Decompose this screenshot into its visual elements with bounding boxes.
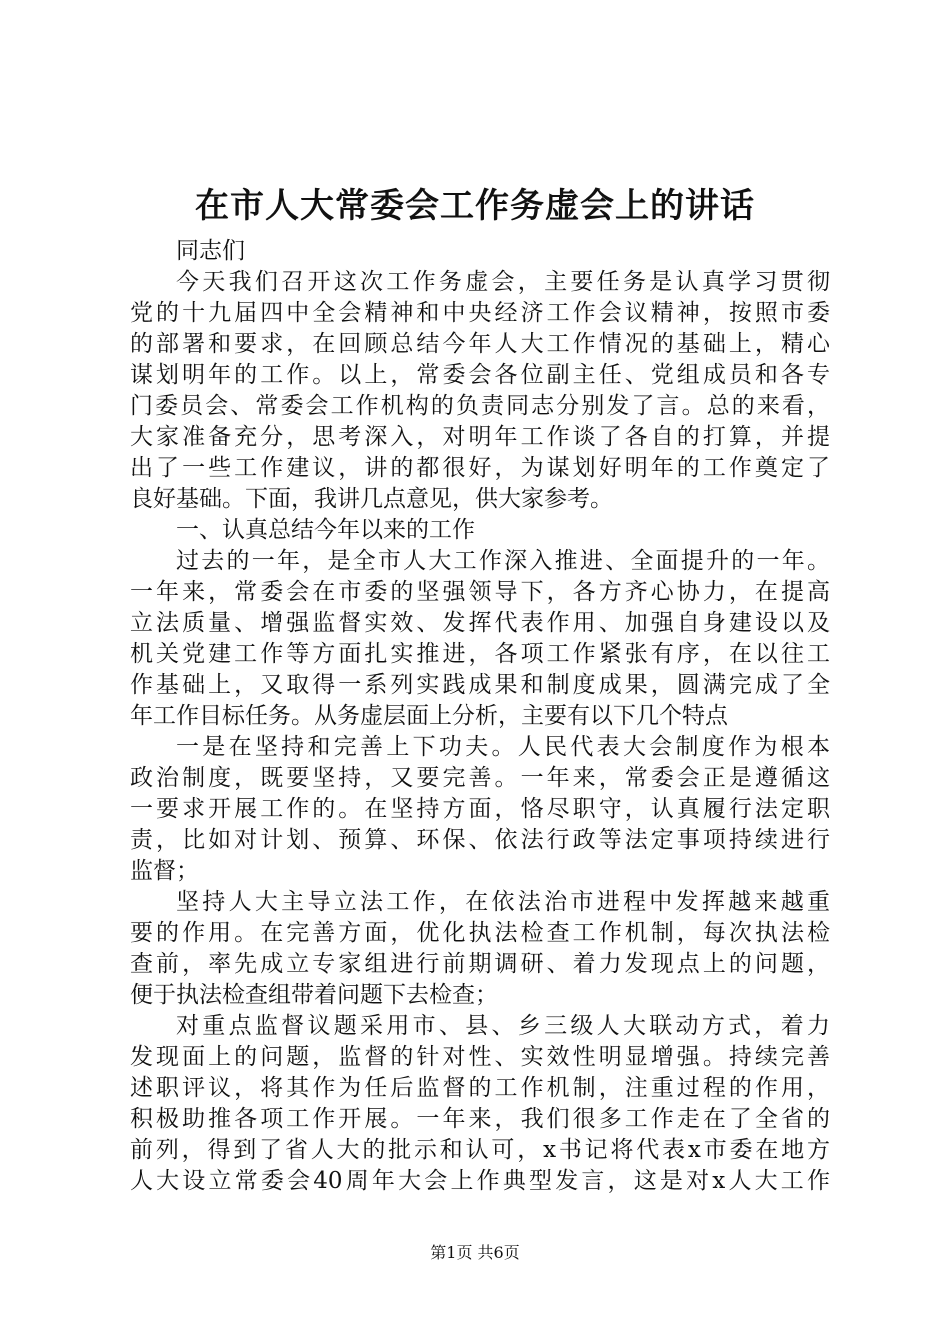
text-line: 今天我们召开这次工作务虚会，主要任务是认真学习贯彻 <box>176 269 830 295</box>
text-line: 同志们 <box>176 238 245 264</box>
document-body <box>130 236 830 1197</box>
text-line: 责，比如对计划、预算、环保、依法行政等法定事项持续进行 <box>130 827 830 853</box>
text-line: 的部署和要求，在回顾总结今年人大工作情况的基础上，精心 <box>130 331 830 357</box>
text-line: 监督； <box>130 858 199 884</box>
text-line: 一年来，常委会在市委的坚强领导下，各方齐心协力，在提高 <box>130 579 830 605</box>
text-line: 党的十九届四中全会精神和中央经济工作会议精神，按照市委 <box>130 300 830 326</box>
text-line: 作基础上，又取得一系列实践成果和制度成果，圆满完成了全 <box>130 672 830 698</box>
text-line: 便于执法检查组带着问题下去检查； <box>130 982 498 1008</box>
text-line: 一要求开展工作的。在坚持方面，恪尽职守，认真履行法定职 <box>130 796 830 822</box>
page-footer: 第1页 共6页 <box>430 1243 520 1262</box>
text-line: 查前，率先成立专家组进行前期调研、着力发现点上的问题， <box>130 951 830 977</box>
text-line: 一、认真总结今年以来的工作 <box>176 517 475 543</box>
text-line: 对重点监督议题采用市、县、乡三级人大联动方式，着力 <box>176 1013 830 1039</box>
text-line: 要的作用。在完善方面，优化执法检查工作机制，每次执法检 <box>130 920 830 946</box>
text-line: 出了一些工作建议，讲的都很好，为谋划好明年的工作奠定了 <box>130 455 830 481</box>
text-line: 发现面上的问题，监督的针对性、实效性明显增强。持续完善 <box>130 1044 830 1070</box>
text-line: 坚持人大主导立法工作，在依法治市进程中发挥越来越重 <box>176 889 830 915</box>
text-line: 门委员会、常委会工作机构的负责同志分别发了言。总的来看， <box>130 393 830 419</box>
text-line: 谋划明年的工作。以上，常委会各位副主任、党组成员和各专 <box>130 362 830 388</box>
text-line: 政治制度，既要坚持，又要完善。一年来，常委会正是遵循这 <box>130 765 830 791</box>
text-line: 人大设立常委会40周年大会上作典型发言，这是对x人大工作 <box>130 1168 830 1194</box>
text-line: 立法质量、增强监督实效、发挥代表作用、加强自身建设以及 <box>130 610 830 636</box>
text-line: 良好基础。下面，我讲几点意见，供大家参考。 <box>130 486 613 512</box>
text-line: 年工作目标任务。从务虚层面上分析，主要有以下几个特点 <box>130 703 728 729</box>
text-line: 述职评议，将其作为任后监督的工作机制，注重过程的作用， <box>130 1075 830 1101</box>
document-title: 在市人大常委会工作务虚会上的讲话 <box>195 186 755 226</box>
text-line: 一是在坚持和完善上下功夫。人民代表大会制度作为根本 <box>176 734 830 760</box>
text-line: 前列，得到了省人大的批示和认可，x书记将代表x市委在地方 <box>130 1137 830 1163</box>
text-line: 机关党建工作等方面扎实推进，各项工作紧张有序，在以往工 <box>130 641 830 667</box>
text-line: 积极助推各项工作开展。一年来，我们很多工作走在了全省的 <box>130 1106 830 1132</box>
text-line: 大家准备充分，思考深入，对明年工作谈了各自的打算，并提 <box>130 424 830 450</box>
text-line: 过去的一年，是全市人大工作深入推进、全面提升的一年。 <box>176 548 830 574</box>
